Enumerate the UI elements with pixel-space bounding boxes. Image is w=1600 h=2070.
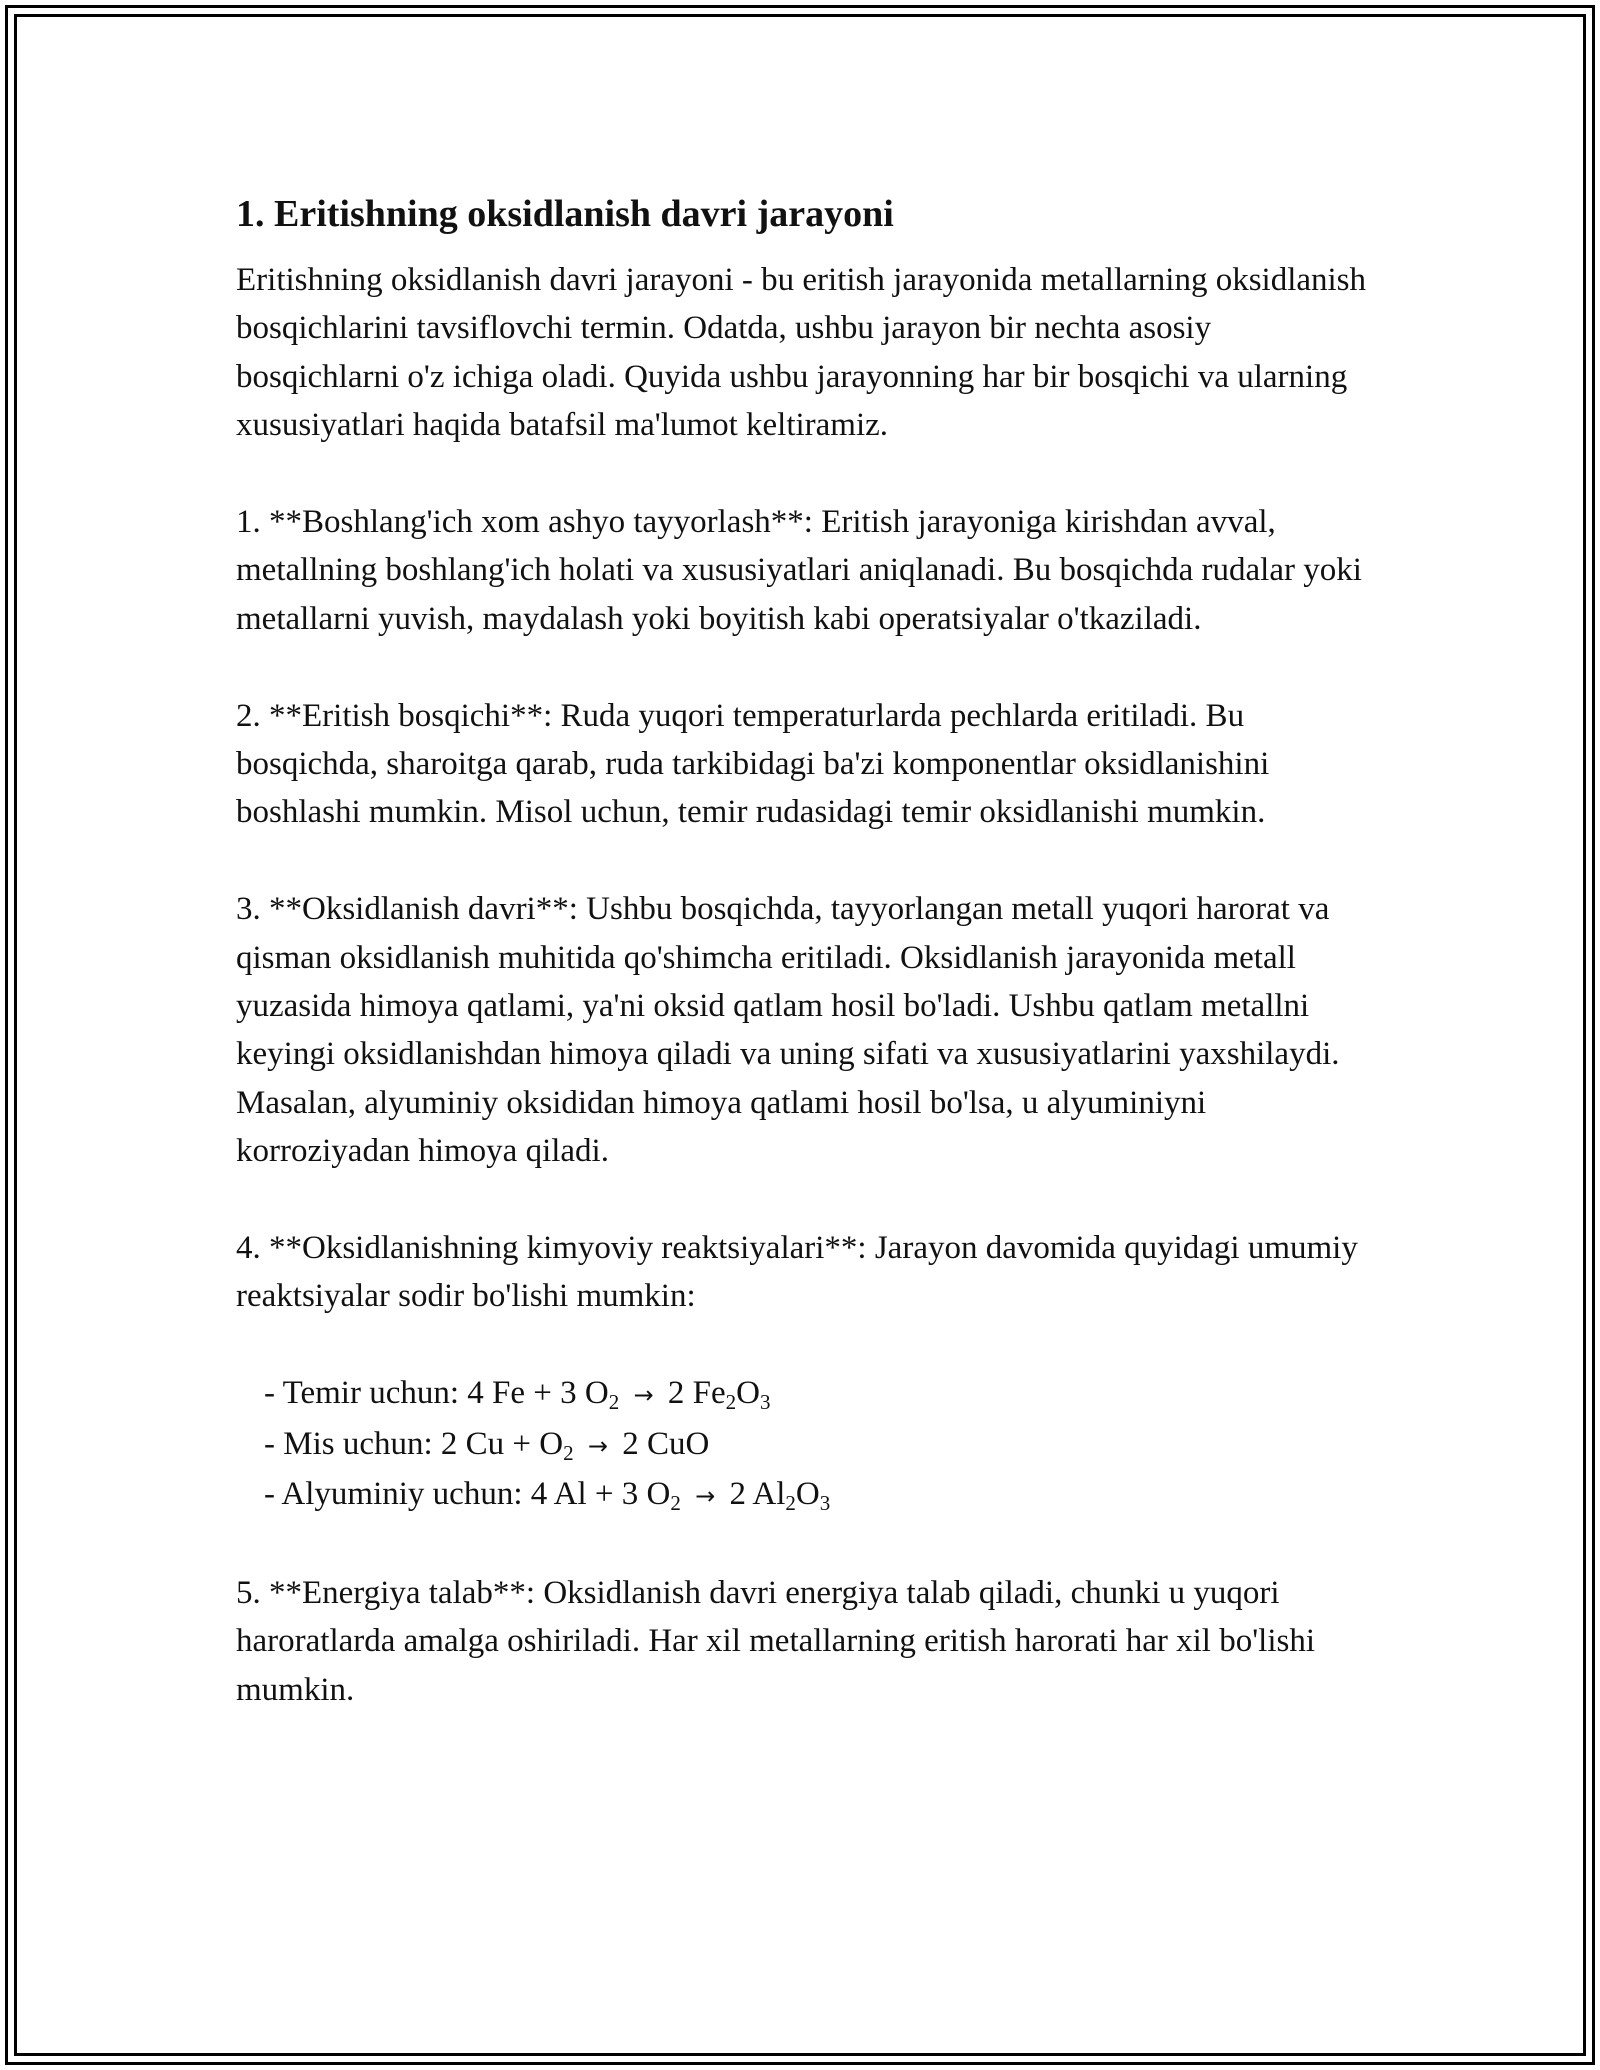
reactant-text: 4 Al + 3 O	[530, 1476, 671, 1513]
reaction-iron	[236, 1369, 1376, 1419]
reaction-arrow: →	[695, 1482, 716, 1511]
subscript: 2	[785, 1491, 796, 1516]
subscript: 2	[725, 1390, 737, 1415]
document-title: 1. Eritishning oksidlanish davri jarayoni	[236, 193, 894, 235]
document-body	[236, 188, 1376, 1762]
reaction-label: - Alyuminiy uchun:	[264, 1476, 531, 1513]
reaction-copper	[236, 1420, 1376, 1470]
reactant-text: 4 Fe + 3 O	[467, 1375, 609, 1412]
reaction-arrow: →	[587, 1431, 608, 1460]
reaction-label: - Mis uchun:	[264, 1425, 441, 1462]
product-text: 2 CuO	[622, 1425, 710, 1462]
product-text: 2 Fe	[667, 1375, 726, 1412]
step-3-paragraph: 3. **Oksidlanish davri**: Ushbu bosqichda, tayyorlangan metall yuqori harorat va qisman oksidlanish muhitida qo'shimcha eritiladi. Oksidlanish jarayonida metall yuzasida himoya qatlami, ya'ni oksid qatlam hosil bo'ladi. Ushbu qatlam metallni keyingi oksidlanishdan himoya qiladi va uning sifati va xususiyatlarini yaxshilaydi. Masalan, alyuminiy oksididan himoya qatlami hosil bo'lsa, u alyuminiyni korroziyadan himoya qiladi.	[236, 891, 1348, 1170]
reaction-list	[236, 1369, 1376, 1520]
reaction-arrow: →	[633, 1381, 654, 1410]
product-text: O	[736, 1375, 760, 1412]
subscript: 2	[670, 1491, 681, 1516]
reaction-aluminium	[236, 1470, 1376, 1520]
step-4-paragraph: 4. **Oksidlanishning kimyoviy reaktsiyalari**: Jarayon davomida quyidagi umumiy reaktsiyalar sodir bo'lishi mumkin:	[236, 1230, 1367, 1315]
subscript: 3	[759, 1390, 771, 1415]
subscript: 3	[819, 1491, 831, 1516]
step-5-paragraph: 5. **Energiya talab**: Oksidlanish davri energiya talab qiladi, chunki u yuqori haroratlarda amalga oshiriladi. Har xil metallarning eritish harorati har xil bo'lishi mumkin.	[236, 1574, 1324, 1708]
product-text: O	[795, 1476, 820, 1513]
step-1-paragraph: 1. **Boshlang'ich xom ashyo tayyorlash**: Eritish jarayoniga kirishdan avval, metallning boshlang'ich holati va xususiyatlari aniqlanadi. Bu bosqichda rudalar yoki metallarni yuvish, maydalash yoki boyitish kabi operatsiyalar o'tkaziladi.	[236, 504, 1371, 637]
reactant-text: 2 Cu + O	[440, 1425, 564, 1462]
intro-paragraph: Eritishning oksidlanish davri jarayoni - bu eritish jarayonida metallarning oksidlanish bosqichlarini tavsiflovchi termin. Odatda, ushbu jarayon bir nechta asosiy bosqichlarni o'z ichiga oladi. Quyida ushbu jarayonning har bir bosqichi va ularning xususiyatlari haqida batafsil ma'lumot keltiramiz.	[236, 262, 1375, 444]
step-2-paragraph: 2. **Eritish bosqichi**: Ruda yuqori temperaturlarda pechlarda eritiladi. Bu bosqichda, sharoitga qarab, ruda tarkibidagi ba'zi komponentlar oksidlanishini boshlashi mumkin. Misol uchun, temir rudasidagi temir oksidlanishi mumkin.	[236, 697, 1278, 831]
subscript: 2	[608, 1390, 620, 1415]
product-text: 2 Al	[729, 1476, 786, 1513]
subscript: 2	[563, 1440, 574, 1465]
reaction-label: - Temir uchun:	[264, 1375, 468, 1412]
